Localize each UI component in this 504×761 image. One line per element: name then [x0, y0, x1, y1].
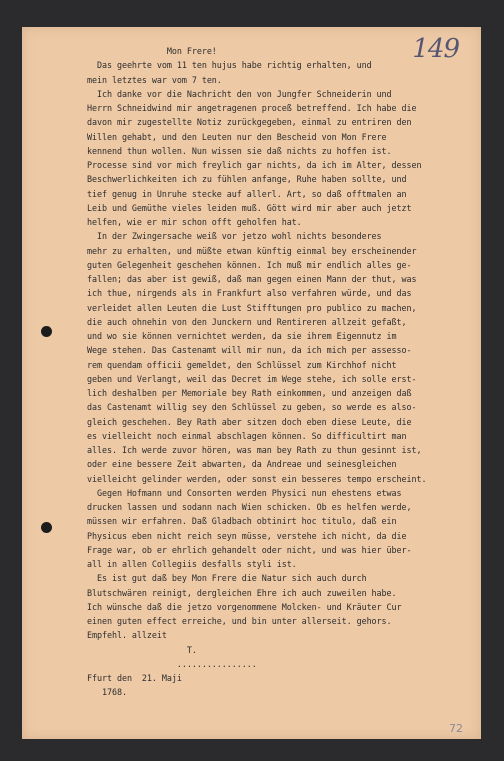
letter-line: ich thue, nirgends als in Frankfurt also verfahren würde, und das [87, 288, 412, 299]
letter-line: lich deshalben per Memoriale bey Rath einkommen, und anzeigen daß [87, 388, 412, 398]
letter-line: fallen; das aber ist gewiß, daß man gegen einen Mann der thut, was [87, 274, 417, 284]
letter-line: verleidet allen Leuten die Lust Stifftungen pro publico zu machen, [87, 302, 417, 313]
letter-line: rem quendam officii gemeldet, den Schlüssel zum Kirchhof nicht [87, 359, 397, 370]
letter-line: Ffurt den 21. Maji [87, 673, 182, 683]
letter-line: Es ist gut daß bey Mon Frere die Natur sich auch durch [87, 573, 367, 584]
letter-line: Wege stehen. Das Castenamt will mir nun, da ich mich per assesso- [87, 345, 412, 356]
letter-line: T. [87, 644, 197, 655]
letter-line: guten Gelegenheit geschehen können. Ich muß mir endlich alles ge- [87, 259, 412, 270]
letter-page [22, 27, 481, 739]
page-number: 72 [449, 722, 463, 735]
letter-line: alles. Ich werde zuvor hören, was man bey Rath zu thun gesinnt ist, [87, 445, 422, 455]
punch-hole [41, 326, 52, 337]
folio-number: 149 [412, 34, 459, 64]
letter-line: Mon Frere! [87, 46, 217, 56]
letter-line: all in allen Collegiis desfalls styli ist. [87, 559, 297, 569]
letter-line: und wo sie können vernichtet werden, da sie ihrem Eigennutz im [87, 331, 397, 341]
letter-line: es vielleicht noch einmal abschlagen können. So difficultirt man [87, 430, 407, 441]
letter-line: vielleicht gelinder werden, oder sonst ein besseres tempo erscheint. [87, 473, 427, 484]
letter-line: oder eine bessere Zeit abwarten, da Andreae und seinesgleichen [87, 459, 397, 470]
letter-line: Das geehrte vom 11 ten hujus habe richtig erhalten, und [87, 60, 372, 71]
letter-line: Gegen Hofmann und Consorten werden Physici nun ehestens etwas [87, 487, 402, 498]
letter-line: Processe sind vor mich freylich gar nichts, da ich im Alter, dessen [87, 160, 422, 170]
letter-line: Blutschwären reinigt, dergleichen Ehre ich auch zuweilen habe. [87, 587, 397, 598]
letter-line: kennend thun wollen. Nun wissen sie daß nichts zu hoffen ist. [87, 145, 392, 156]
letter-line: einen guten effect erreiche, und bin unter allerseit. gehors. [87, 616, 392, 626]
letter-line: Ich wünsche daß die jetzo vorgenommene Molcken- und Kräuter Cur [87, 601, 402, 612]
letter-line: geben und Verlangt, weil das Decret im Wege stehe, ich solle erst- [87, 373, 417, 384]
letter-line: Herrn Schneidwind mir angetragenen proceß betreffend. Ich habe die [87, 103, 417, 113]
punch-hole [41, 522, 52, 533]
letter-line: die auch ohnehin von den Junckern und Rentireren allzeit gefaßt, [87, 316, 407, 327]
letter-line: In der Zwingersache weiß vor jetzo wohl nichts besonderes [87, 231, 382, 242]
letter-line: gleich geschehen. Bey Rath aber sitzen doch eben diese Leute, die [87, 416, 412, 427]
letter-line: müssen wir erfahren. Daß Gladbach obtinirt hoc titulo, daß ein [87, 516, 397, 527]
letter-line: Leib und Gemüthe vieles leiden muß. Gött wird mir aber auch jetzt [87, 202, 412, 213]
letter-line: Willen gehabt, und den Leuten nur den Bescheid von Mon Frere [87, 131, 387, 142]
letter-line: davon mir zugestellte Notiz zurückgegeben, einmal zu entriren den [87, 117, 412, 128]
letter-line: drucken lassen und sodann nach Wien schicken. Ob es helfen werde, [87, 502, 412, 512]
letter-line: Empfehl. allzeit [87, 630, 167, 641]
letter-body [87, 44, 479, 700]
letter-line: das Castenamt willig sey den Schlüssel zu geben, so werde es also- [87, 402, 417, 413]
letter-line: Beschwerlichkeiten ich zu fühlen anfange, Ruhe haben sollte, und [87, 174, 407, 185]
letter-line: helfen, wie er mir schon offt geholfen hat. [87, 217, 302, 227]
letter-line: mehr zu erhalten, und müßte etwan künftig einmal bey erscheinender [87, 245, 417, 256]
letter-line: tief genug in Unruhe stecke auf allerl. Art, so daß offtmalen an [87, 188, 407, 199]
letter-line: 1768. [87, 687, 127, 698]
letter-line: Frage war, ob er ehrlich gehandelt oder nicht, und was hier über- [87, 544, 412, 555]
letter-line: Ich danke vor die Nachricht den von Jungfer Schneiderin und [87, 88, 392, 99]
letter-line: mein letztes war vom 7 ten. [87, 74, 222, 85]
letter-line: ................ [87, 658, 257, 669]
letter-line: Physicus eben nicht reich seyn müsse, verstehe ich nicht, da die [87, 530, 407, 541]
